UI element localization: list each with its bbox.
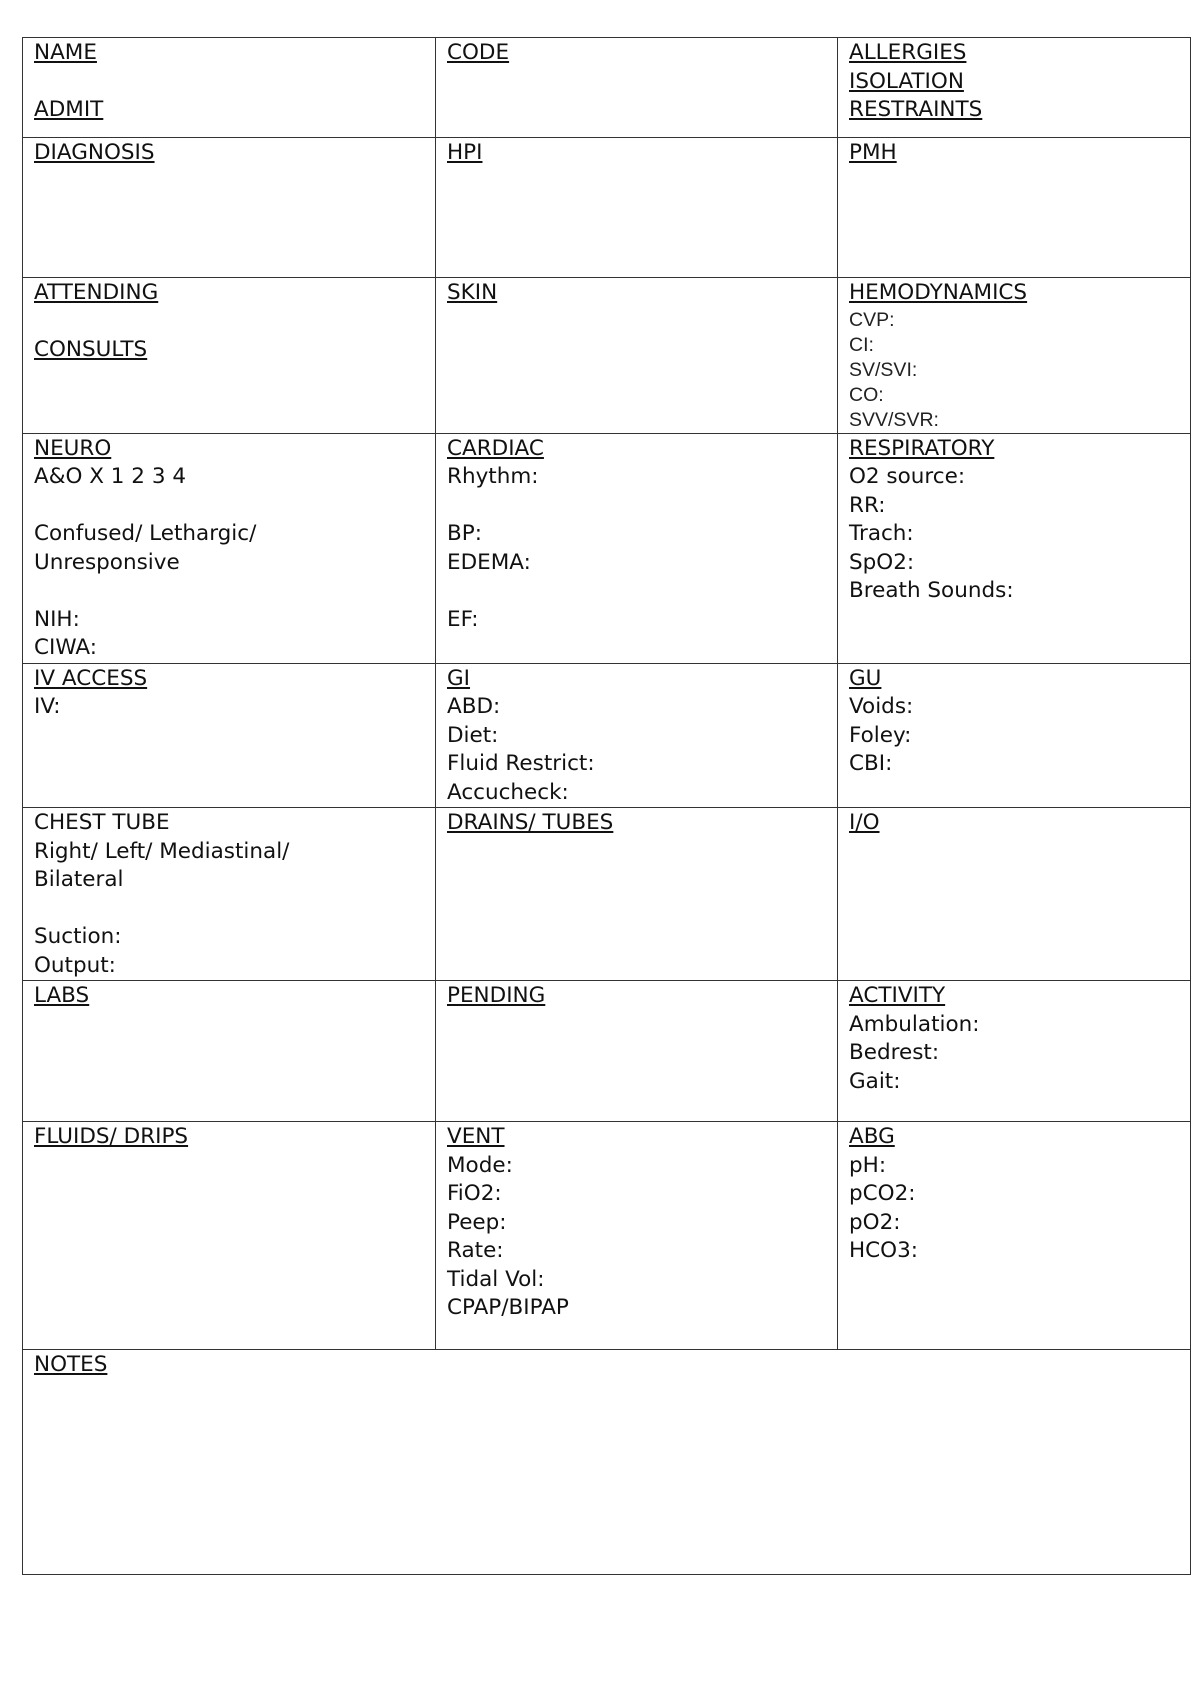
attending-heading: ATTENDING xyxy=(34,280,159,305)
orientation-label: A&O X 1 2 3 4 xyxy=(34,464,187,489)
fluid-restrict-label: Fluid Restrict: xyxy=(447,751,595,776)
row-diagnosis xyxy=(23,138,1191,278)
mode-label: Mode: xyxy=(447,1152,513,1178)
row-notes xyxy=(23,1350,1191,1575)
o2-source-label: O2 source: xyxy=(849,464,966,489)
cardiac-heading: CARDIAC xyxy=(447,435,544,461)
admit-heading: ADMIT xyxy=(34,97,104,122)
notes-heading: NOTES xyxy=(34,1352,108,1377)
cell-activity[interactable] xyxy=(838,981,1191,1122)
diet-label: Diet: xyxy=(447,722,499,748)
report-sheet-table xyxy=(22,37,1191,1575)
neuro-heading: NEURO xyxy=(34,435,112,461)
ci-label: CI: xyxy=(849,333,874,356)
row-labs xyxy=(23,981,1191,1122)
cell-hemodynamics[interactable] xyxy=(838,278,1191,434)
chest-tube-heading: CHEST TUBE xyxy=(34,810,170,835)
row-iv-access xyxy=(23,663,1191,808)
io-heading: I/O xyxy=(849,810,880,835)
rhythm-label: Rhythm: xyxy=(447,464,539,489)
cell-pmh[interactable] xyxy=(838,138,1191,278)
activity-heading: ACTIVITY xyxy=(849,983,946,1008)
output-label: Output: xyxy=(34,952,116,978)
isolation-heading: ISOLATION xyxy=(849,68,964,94)
vent-heading: VENT xyxy=(447,1124,505,1149)
edema-label: EDEMA: xyxy=(447,549,531,575)
po2-label: pO2: xyxy=(849,1209,901,1235)
voids-label: Voids: xyxy=(849,694,914,719)
fluids-drips-heading: FLUIDS/ DRIPS xyxy=(34,1124,189,1149)
bp-label: BP: xyxy=(447,521,482,546)
pmh-heading: PMH xyxy=(849,140,897,165)
chest-tube-side-line2: Bilateral xyxy=(34,867,124,892)
iv-label: IV: xyxy=(34,694,61,719)
breath-sounds-label: Breath Sounds: xyxy=(849,578,1014,603)
ciwa-label: CIWA: xyxy=(34,635,98,660)
cell-skin[interactable] xyxy=(436,278,838,434)
cell-drains-tubes[interactable] xyxy=(436,808,838,981)
trach-label: Trach: xyxy=(849,521,914,546)
hco3-label: HCO3: xyxy=(849,1238,919,1263)
hemodynamics-heading: HEMODYNAMICS xyxy=(849,280,1028,305)
abg-heading: ABG xyxy=(849,1124,895,1149)
tidal-vol-label: Tidal Vol: xyxy=(447,1266,545,1292)
row-chest-tube xyxy=(23,808,1191,981)
ph-label: pH: xyxy=(849,1152,887,1178)
rate-label: Rate: xyxy=(447,1238,504,1263)
hpi-heading: HPI xyxy=(447,140,483,165)
cell-io[interactable] xyxy=(838,808,1191,981)
bedrest-label: Bedrest: xyxy=(849,1040,940,1065)
sv-svi-label: SV/SVI: xyxy=(849,358,918,381)
cpap-bipap-label: CPAP/BIPAP xyxy=(447,1295,569,1320)
neuro-status-line2: Unresponsive xyxy=(34,549,180,575)
allergies-heading: ALLERGIES xyxy=(849,40,967,65)
cell-cardiac[interactable] xyxy=(436,433,838,663)
row-neuro xyxy=(23,433,1191,663)
cell-respiratory[interactable] xyxy=(838,433,1191,663)
consults-heading: CONSULTS xyxy=(34,337,148,362)
cell-hpi[interactable] xyxy=(436,138,838,278)
gait-label: Gait: xyxy=(849,1068,901,1094)
respiratory-heading: RESPIRATORY xyxy=(849,435,995,461)
cell-notes[interactable] xyxy=(23,1350,1191,1575)
spo2-label: SpO2: xyxy=(849,549,915,575)
pending-heading: PENDING xyxy=(447,983,546,1008)
suction-label: Suction: xyxy=(34,924,122,949)
cell-pending[interactable] xyxy=(436,981,838,1122)
iv-access-heading: IV ACCESS xyxy=(34,665,148,691)
code-heading: CODE xyxy=(447,40,510,65)
nih-label: NIH: xyxy=(34,606,80,632)
cell-code[interactable] xyxy=(436,38,838,138)
accucheck-label: Accucheck: xyxy=(447,779,569,805)
co-label: CO: xyxy=(849,383,884,406)
row-header xyxy=(23,38,1191,138)
cell-attending[interactable] xyxy=(23,278,436,434)
cell-gu[interactable] xyxy=(838,663,1191,808)
gi-heading: GI xyxy=(447,665,471,691)
diagnosis-heading: DIAGNOSIS xyxy=(34,140,155,165)
drains-tubes-heading: DRAINS/ TUBES xyxy=(447,810,614,835)
cell-neuro[interactable] xyxy=(23,433,436,663)
restraints-heading: RESTRAINTS xyxy=(849,97,983,122)
pco2-label: pCO2: xyxy=(849,1181,916,1206)
name-heading: NAME xyxy=(34,40,97,65)
cbi-label: CBI: xyxy=(849,751,893,776)
cell-labs[interactable] xyxy=(23,981,436,1122)
labs-heading: LABS xyxy=(34,983,90,1008)
ef-label: EF: xyxy=(447,606,479,632)
fio2-label: FiO2: xyxy=(447,1181,502,1206)
row-attending xyxy=(23,278,1191,434)
cell-diagnosis[interactable] xyxy=(23,138,436,278)
ambulation-label: Ambulation: xyxy=(849,1011,980,1037)
cell-abg[interactable] xyxy=(838,1122,1191,1350)
cell-fluids-drips[interactable] xyxy=(23,1122,436,1350)
cell-name-admit[interactable] xyxy=(23,38,436,138)
cell-iv-access[interactable] xyxy=(23,663,436,808)
cell-allergies[interactable] xyxy=(838,38,1191,138)
peep-label: Peep: xyxy=(447,1209,507,1235)
rr-label: RR: xyxy=(849,492,886,518)
gu-heading: GU xyxy=(849,665,882,691)
cell-vent[interactable] xyxy=(436,1122,838,1350)
svv-svr-label: SVV/SVR: xyxy=(849,408,939,431)
row-fluids xyxy=(23,1122,1191,1350)
cell-chest-tube[interactable] xyxy=(23,808,436,981)
cell-gi[interactable] xyxy=(436,663,838,808)
neuro-status-line1: Confused/ Lethargic/ xyxy=(34,521,257,546)
foley-label: Foley: xyxy=(849,722,912,748)
abd-label: ABD: xyxy=(447,694,501,719)
cvp-label: CVP: xyxy=(849,308,895,331)
chest-tube-side-line1: Right/ Left/ Mediastinal/ xyxy=(34,838,290,864)
skin-heading: SKIN xyxy=(447,280,498,305)
